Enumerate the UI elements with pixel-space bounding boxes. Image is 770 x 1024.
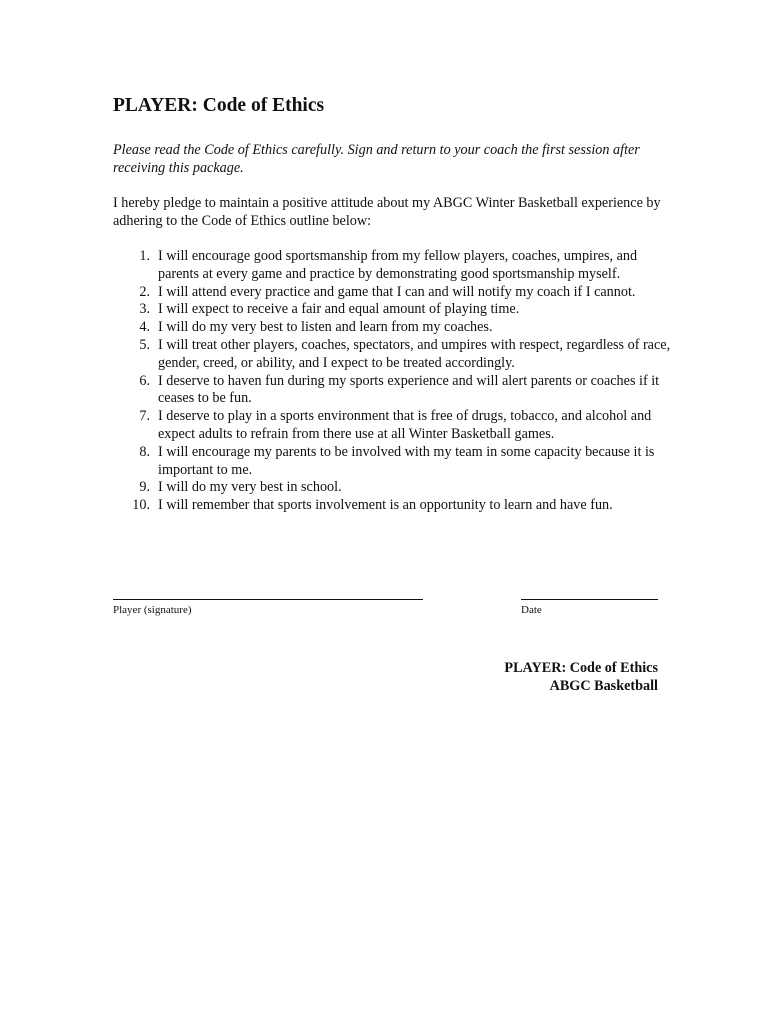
list-item-number: 8. xyxy=(139,443,150,460)
page-title: PLAYER: Code of Ethics xyxy=(113,95,325,116)
ethics-rules-list xyxy=(113,248,673,515)
list-item-text: I will attend every practice and game that I can and will notify my coach if I cannot. xyxy=(158,283,636,300)
list-item xyxy=(113,479,673,497)
list-item-number: 4. xyxy=(139,319,150,336)
list-item-number: 2. xyxy=(139,283,150,300)
list-item-number: 5. xyxy=(139,336,150,353)
list-item xyxy=(113,337,673,373)
list-item-text: I will treat other players, coaches, spectators, and umpires with respect, regardless of race, gender, creed, or ability, and I expect to be treated accordingly. xyxy=(158,336,671,371)
list-item xyxy=(113,497,673,515)
player-signature-line[interactable] xyxy=(113,599,423,600)
list-item xyxy=(113,444,673,480)
list-item-text: I deserve to haven fun during my sports experience and will alert parents or coaches if it ceases to be fun. xyxy=(158,372,660,407)
list-item-number: 3. xyxy=(139,301,150,318)
player-signature-label: Player (signature) xyxy=(113,604,192,616)
list-item-text: I will do my very best to listen and learn from my coaches. xyxy=(158,319,493,336)
footer-title: PLAYER: Code of Ethics xyxy=(504,660,658,676)
list-item xyxy=(113,301,673,319)
list-item xyxy=(113,319,673,337)
list-item-number: 7. xyxy=(139,408,150,425)
list-item-number: 1. xyxy=(139,248,150,264)
list-item-text: I will expect to receive a fair and equal amount of playing time. xyxy=(158,301,520,318)
list-item-number: 9. xyxy=(139,479,150,496)
pledge-statement: I hereby pledge to maintain a positive attitude about my ABGC Winter Basketball experience by adhering to the Code of Ethics outline below: xyxy=(113,195,661,229)
list-item xyxy=(113,248,673,284)
date-signature-line[interactable] xyxy=(521,599,658,600)
list-item-number: 6. xyxy=(139,372,150,389)
list-item-text: I will do my very best in school. xyxy=(158,479,342,496)
list-item-number: 10. xyxy=(132,497,150,514)
date-label: Date xyxy=(521,604,542,616)
footer-organization: ABGC Basketball xyxy=(549,678,658,694)
list-item-text: I deserve to play in a sports environment that is free of drugs, tobacco, and alcohol and expect adults to refrain from there use at all Winter Basketball games. xyxy=(158,408,652,442)
list-item xyxy=(113,284,673,302)
list-item xyxy=(113,408,673,444)
list-item-text: I will remember that sports involvement is an opportunity to learn and have fun. xyxy=(158,497,613,514)
intro-instructions: Please read the Code of Ethics carefully. Sign and return to your coach the first session after receiving this package. xyxy=(113,142,640,176)
list-item xyxy=(113,373,673,409)
footer-block xyxy=(504,659,658,695)
list-item-text: I will encourage my parents to be involved with my team in some capacity because it is important to me. xyxy=(158,443,655,478)
list-item-text: I will encourage good sportsmanship from my fellow players, coaches, umpires, and parents at every game and practice by demonstrating good sportsmanship myself. xyxy=(158,248,638,282)
